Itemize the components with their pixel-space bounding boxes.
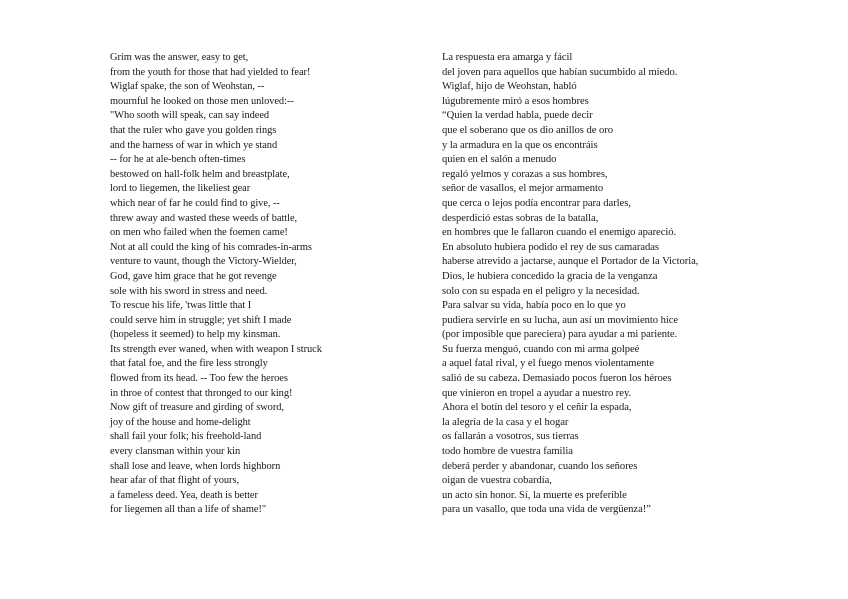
spanish-verse-line: deberá perder y abandonar, cuando los señores [442,460,638,472]
english-verse-line: (hopeless it seemed) to help my kinsman. [110,329,281,341]
english-verse-line: Now gift of treasure and girding of sword, [110,402,284,414]
spanish-verse-line: un acto sin honor. Sí, la muerte es preferible [442,489,627,501]
spanish-verse-line: a aquel fatal rival, y el fuego menos violentamente [442,358,654,370]
spanish-verse-line: Para salvar su vida, había poco en lo que yo [442,300,626,312]
spanish-verse-line: solo con su espada en el peligro y la necesidad. [442,285,640,297]
english-verse-line: shall fail your folk; his freehold-land [110,431,262,443]
english-verse-line: and the harness of war in which ye stand [110,139,278,151]
english-verse-line: that the ruler who gave you golden rings [110,124,277,136]
english-verse-line: flowed from its head. -- Too few the heroes [110,373,288,385]
spanish-verse-line: del joven para aquellos que habían sucumbido al miedo. [442,66,678,78]
spanish-verse-line: todo hombre de vuestra familia [442,446,573,458]
english-verse-line: sole with his sword in stress and need. [110,285,268,297]
english-verse-line: God, gave him grace that he got revenge [110,270,277,282]
english-verse-line: Its strength ever waned, when with weapon I struck [110,343,322,355]
english-verse-line: a fameless deed. Yea, death is better [110,489,258,501]
spanish-verse-line: pudiera servirle en su lucha, aun así un movimiento hice [442,314,679,326]
spanish-verse-column [442,51,772,518]
spanish-verse-line: En absoluto hubiera podido el rey de sus camaradas [442,241,659,253]
english-verse-line: hear afar of that flight of yours, [110,475,240,487]
spanish-verse-line: la alegría de la casa y el hogar [442,416,569,428]
spanish-verse-line: Wiglaf, hijo de Weohstan, habló [442,81,577,93]
spanish-verse-line: salió de su cabeza. Demasiado pocos fueron los héroes [442,373,672,385]
spanish-verse-line: os fallarán a vosotros, sus tierras [442,431,579,443]
spanish-verse-line: para un vasallo, que toda una vida de vergüenza!” [442,504,651,516]
english-verse-line: Wiglaf spake, the son of Weohstan, -- [110,81,265,93]
spanish-verse-line: oigan de vuestra cobardía, [442,475,552,487]
spanish-verse-line: y la armadura en la que os encontráis [442,139,598,151]
english-verse-line: mournful he looked on those men unloved:-- [110,95,294,107]
english-verse-line: Not at all could the king of his comrades-in-arms [110,241,312,253]
spanish-verse-line: (por imposible que pareciera) para ayudar a mi pariente. [442,329,678,341]
english-verse-line: To rescue his life, 'twas little that I [110,300,252,312]
spanish-verse-line: que vinieron en tropel a ayudar a nuestro rey. [442,387,632,399]
english-verse-line: lord to liegemen, the likeliest gear [110,183,251,195]
english-verse-line: in throe of contest that thronged to our king! [110,387,293,399]
spanish-verse-line: regaló yelmos y corazas a sus hombres, [442,168,608,180]
english-verse-line: venture to vaunt, though the Victory-Wielder, [110,256,297,268]
spanish-verse-line: La respuesta era amarga y fácil [442,52,573,63]
english-verse-line: "Who sooth will speak, can say indeed [110,110,270,122]
spanish-verse-line: en hombres que le fallaron cuando el enemigo apareció. [442,227,677,239]
english-verse-line: every clansman within your kin [110,446,241,458]
english-verse-line: which near of far he could find to give, -- [110,197,280,209]
english-verse-line: that fatal foe, and the fire less strongly [110,358,268,370]
spanish-verse-line: que el soberano que os dio anillos de oro [442,124,613,136]
spanish-verse-line: haberse atrevido a jactarse, aunque el Portador de la Victoria, [442,256,699,268]
english-verse-line: bestowed on hall-folk helm and breastplate, [110,168,290,180]
english-verse-line: from the youth for those that had yielded to fear! [110,66,311,78]
spanish-verse-line: desperdició estas sobras de la batalla, [442,212,599,224]
spanish-verse-line: señor de vasallos, el mejor armamento [442,183,604,195]
english-verse-line: for liegemen all than a life of shame!" [110,504,267,516]
english-verse-line: Grim was the answer, easy to get, [110,52,249,63]
spanish-verse-line: lúgubremente miró a esos hombres [442,95,589,107]
english-verse-line: joy of the house and home-delight [110,416,251,428]
english-verse-line: shall lose and leave, when lords highborn [110,460,281,472]
english-verse-column [110,51,410,518]
spanish-verse-line: “Quien la verdad habla, puede decir [442,110,593,122]
spanish-verse-line: Ahora el botín del tesoro y el ceñir la espada, [442,402,632,414]
english-verse-line: -- for he at ale-bench often-times [110,154,246,166]
spanish-verse-line: Su fuerza menguó, cuando con mi arma golpeé [442,343,640,355]
spanish-verse-line: que cerca o lejos podía encontrar para darles, [442,197,631,209]
english-verse-line: threw away and wasted these weeds of battle, [110,212,298,224]
english-verse-line: could serve him in struggle; yet shift I made [110,314,292,326]
spanish-verse-line: quien en el salón a menudo [442,154,557,166]
english-verse-line: on men who failed when the foemen came! [110,227,288,239]
spanish-verse-line: Dios, le hubiera concedido la gracia de la venganza [442,270,658,282]
